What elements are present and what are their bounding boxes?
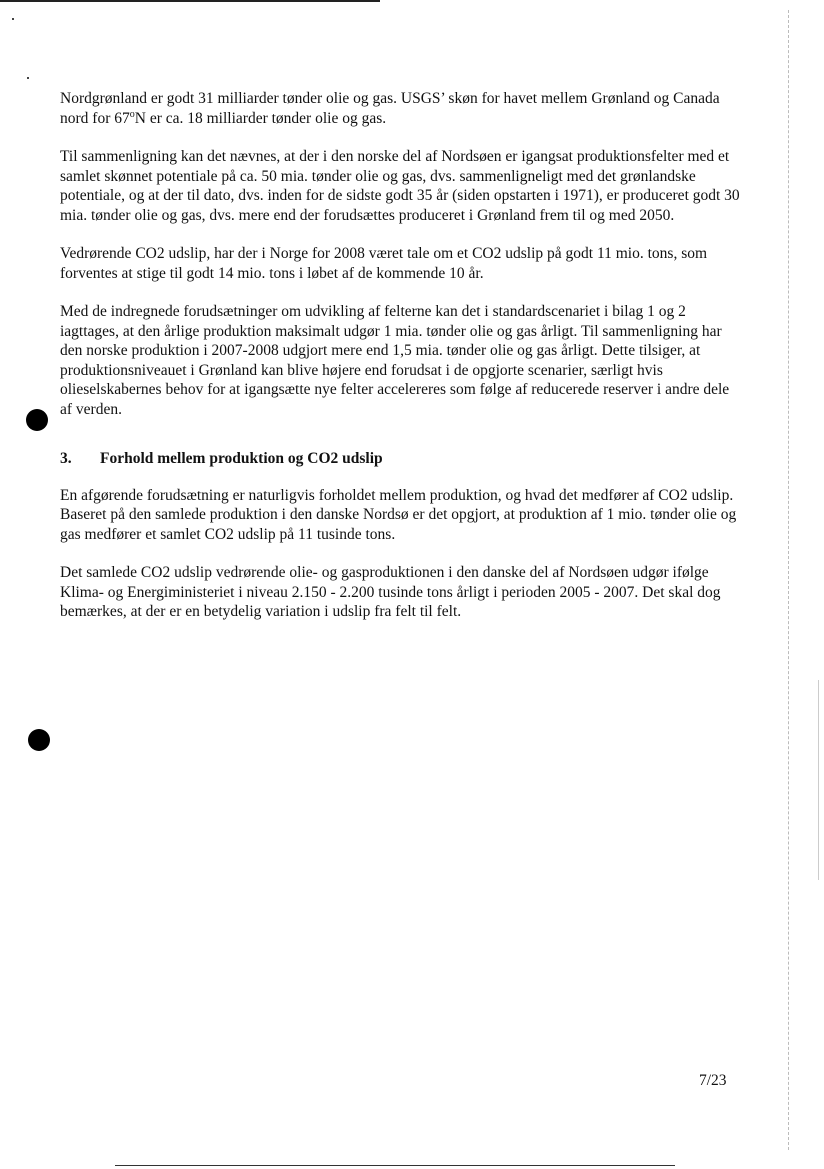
punch-hole [28,729,50,751]
paragraph-danish-co2-total: Det samlede CO2 udslip vedrørende olie- og gasproduktionen i den danske del af Nordsøen udgør ifølge Klima- og Energiministeriet i niveau 2.150 - 2.200 tusinde tons årligt i perioden 2005 - 2007. Det skal dog bemærkes, at der er en betydelig variation i udslip fra felt til felt. [60,564,721,620]
document-body [60,89,740,641]
scan-artifact-right-edge [788,10,790,1150]
paragraph-production-co2-ratio: En afgørende forudsætning er naturligvis forholdet mellem produktion, og hvad det medfører af CO2 udslip. Baseret på den samlede produktion i den danske Nordsø er det opgjort, at produktion af 1 mio. tønder olie og gas medfører et samlet CO2 udslip på 11 tusinde tons. [60,486,737,543]
paragraph-co2-norway: Vedrørende CO2 udslip, har der i Norge for 2008 været tale om et CO2 udslip på godt 11 mio. tons, som forventes at stige til godt 14 mio. tons i løbet af de kommende 10 år. [60,245,708,282]
page-number: 7/23 [699,1072,727,1089]
scan-speck [12,18,14,20]
punch-hole [26,409,48,431]
scan-artifact-top-line [0,0,380,2]
paragraph-reserves-intro: Nordgrønland er godt 31 milliarder tønder olie og gas. USGS’ skøn for havet mellem Grønland og Canada nord for 67$^o$N er ca. 18 milliarder tønder olie og gas. [60,90,720,127]
section-number: 3. [60,450,72,467]
scan-artifact-right-edge-2 [818,680,819,880]
section-title: Forhold mellem produktion og CO2 udslip [100,450,383,467]
scan-speck [27,77,29,79]
section-heading [60,449,740,469]
scan-artifact-bottom-line [115,1165,675,1166]
paragraph-norway-comparison: Til sammenligning kan det nævnes, at der i den norske del af Nordsøen er igangsat produktionsfelter med et samlet skønnet potentiale på ca. 50 mia. tønder olie og gas, dvs. sammenligneligt med det grønlandske potentiale, og at der til dato, dvs. inden for de sidste godt 35 år (siden opstarten i 1971), er produceret godt 30 mia. tønder olie og gas, dvs. mere end der forudsættes produceret i Grønland frem til og med 2050. [60,148,740,224]
paragraph-production-scenario: Med de indregnede forudsætninger om udvikling af felterne kan det i standardscenariet i bilag 1 og 2 iagttages, at den årlige produktion maksimalt udgør 1 mia. tønder olie og gas årligt. Til sammenligning har den norske produktion i 2007-2008 udgjort mere end 1,5 mia. tønder olie og gas årligt. Dette tilsiger, at produktionsniveauet i Grønland kan blive højere end forudsat i de opgjorte scenarier, særligt hvis olieselskabernes behov for at igangsætte nye felter accelereres som følge af reducerede reserver i andre dele af verden. [60,303,730,418]
